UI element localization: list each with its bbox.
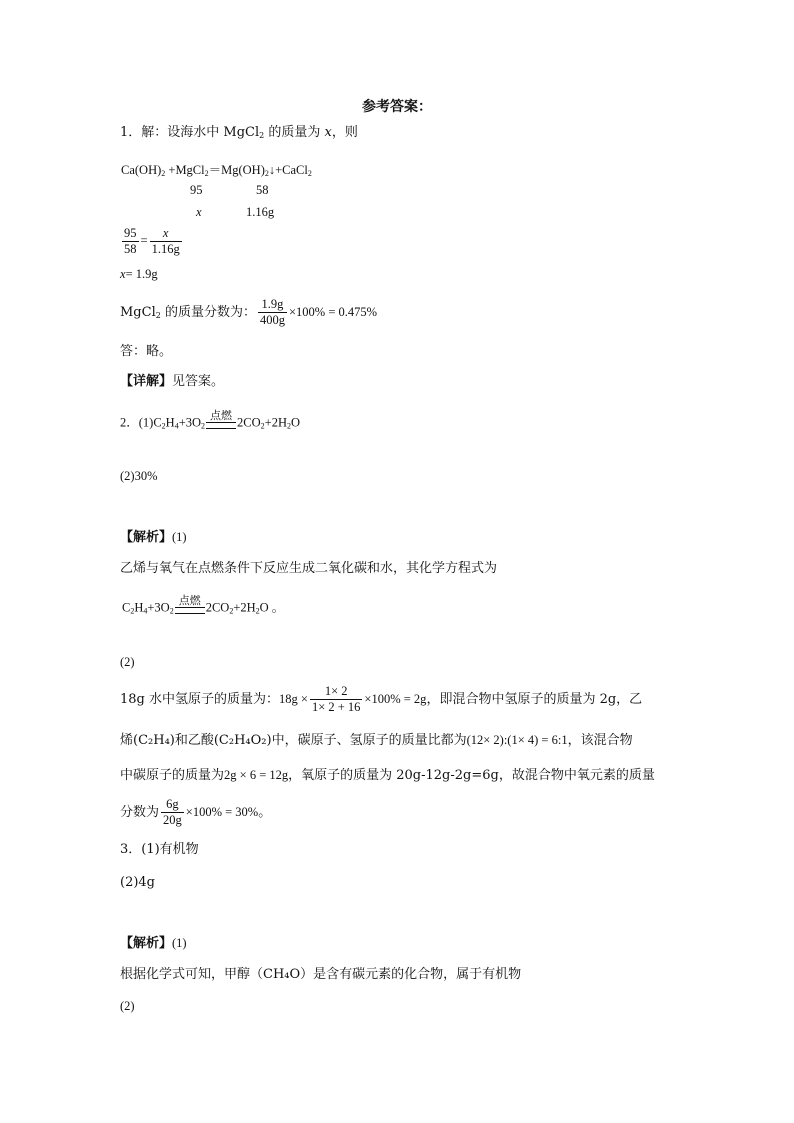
- ratio-num: x: [150, 226, 182, 242]
- line2-post: ，该混合物: [567, 733, 633, 748]
- frac-num: 1.9g: [258, 297, 287, 313]
- q1-mass-b: 58: [256, 183, 269, 197]
- q1-answer: 答：略。: [120, 344, 173, 359]
- q2-line2: [120, 734, 633, 747]
- eq-sub: 2: [204, 169, 209, 178]
- q3-analysis: [120, 937, 187, 950]
- line4-pre: 分数为: [120, 805, 160, 820]
- q2-sub2: (2): [120, 655, 135, 669]
- detail-text: 见答案。: [172, 374, 225, 389]
- q1-fraction-line: [120, 297, 377, 328]
- page-title: 参考答案：: [362, 99, 432, 115]
- line1-post: ，即混合物中氢原子的质量为 2g，乙: [426, 692, 643, 707]
- frac-den: 400g: [259, 313, 285, 327]
- detail-tag: 【详解】: [120, 374, 173, 389]
- condition-text: 点燃: [210, 409, 233, 422]
- line1-a: 18g ×: [279, 692, 308, 706]
- q2-analysis-text: 乙烯与氧气在点燃条件下反应生成二氧化碳和水，其化学方程式为: [120, 561, 498, 576]
- eq-part: ＝Mg(OH): [208, 163, 265, 177]
- q1-intro-text: 1．解：设海水中 MgCl: [120, 125, 260, 140]
- ratio-eq: =: [140, 233, 148, 248]
- q1-intro-var: x: [324, 125, 332, 140]
- q2-line3: [120, 769, 655, 782]
- line1-pre: 18g 水中氢原子的质量为：: [120, 692, 279, 707]
- condition-arrow: [206, 410, 236, 429]
- line3-pre: 中碳原子的质量为: [120, 768, 225, 783]
- analysis-num: (1): [172, 936, 187, 950]
- q2-line1: [120, 684, 642, 715]
- line2-math: (12× 2):(1× 4) = 6:1: [466, 733, 568, 747]
- result-val: = 1.9g: [125, 267, 158, 281]
- q1-unknown-a: x: [196, 205, 202, 219]
- line4-tail: ×100% = 30%: [185, 805, 259, 819]
- q3-sub2: (2): [120, 999, 135, 1013]
- eq-part: +MgCl: [165, 163, 205, 177]
- q2-equation-repeat: $C_2H_4+3O_2$ 点燃 $2CO_2+2H_2O$ 。: [122, 594, 285, 616]
- q1-result: [120, 268, 158, 281]
- eq-part: ↓+CaCl: [268, 163, 308, 177]
- q1-detail: [120, 375, 224, 388]
- h-fraction: [310, 684, 362, 715]
- frac-tail: ×100% = 0.475%: [288, 305, 378, 319]
- o-den: 20g: [163, 813, 182, 827]
- q2-equation: 2．$(1)C_2H_4+3O_2$ 点燃 $2CO_2+2H_2O$: [120, 409, 301, 431]
- result-var: x: [120, 267, 126, 281]
- analysis-num: (1): [172, 530, 187, 544]
- ratio-num: 95: [124, 226, 137, 240]
- condition-arrow: [175, 595, 205, 614]
- mass-fraction: [258, 297, 287, 328]
- q1-intro-sub: 2: [259, 131, 265, 140]
- q1-intro-end: ，则: [331, 125, 358, 140]
- q1-equation: [121, 164, 312, 177]
- ratio-fraction-1: [122, 226, 139, 257]
- q1-mass-a: 95: [190, 183, 203, 197]
- q2-line4: [120, 797, 271, 828]
- eq-sub: 2: [161, 169, 166, 178]
- q1-ratio: [120, 226, 184, 257]
- q3-part2: (2)4g: [120, 875, 156, 890]
- frac-label: MgCl: [120, 305, 156, 320]
- frac-label-post: 的质量分数为：: [160, 305, 256, 320]
- ratio-fraction-2: [150, 226, 182, 257]
- q1-intro: [120, 126, 358, 139]
- q1-intro-tail: 的质量为: [264, 125, 325, 140]
- line2-text: 烯(C₂H₄)和乙酸(C₂H₄O₂)中，碳原子、氢原子的质量比都为: [120, 733, 467, 748]
- line3-math: 2g × 6 = 12g: [224, 768, 289, 782]
- analysis-tag: 【解析】: [120, 530, 173, 545]
- eq-sub: 2: [264, 169, 269, 178]
- o-fraction: [161, 797, 184, 828]
- line4-end: 。: [258, 805, 272, 820]
- q2-analysis: [120, 531, 187, 544]
- line3-post: ，氧原子的质量为 20g-12g-2g=6g，故混合物中氧元素的质量: [288, 768, 655, 783]
- eq-part: Ca(OH): [121, 163, 162, 177]
- q1-unknown-b: 1.16g: [246, 205, 275, 219]
- condition-text: 点燃: [178, 594, 201, 607]
- ratio-den: 1.16g: [151, 242, 180, 256]
- line1-tail: ×100% = 2g: [364, 692, 427, 706]
- q2-label: 2．(1)C: [120, 415, 162, 430]
- o-num: 6g: [161, 797, 184, 813]
- h-num: 1× 2: [310, 684, 362, 700]
- q3-analysis-text: 根据化学式可知，甲醇（CH₄O）是含有碳元素的化合物，属于有机物: [120, 967, 522, 982]
- eq-sub: 2: [307, 169, 312, 178]
- h-den: 1× 2 + 16: [311, 700, 361, 714]
- q3-part1: 3．(1)有机物: [120, 842, 199, 857]
- analysis-tag: 【解析】: [120, 936, 173, 951]
- frac-label-sub: 2: [155, 311, 161, 320]
- ratio-den: 58: [124, 242, 137, 256]
- q2-part2: (2)30%: [120, 469, 158, 483]
